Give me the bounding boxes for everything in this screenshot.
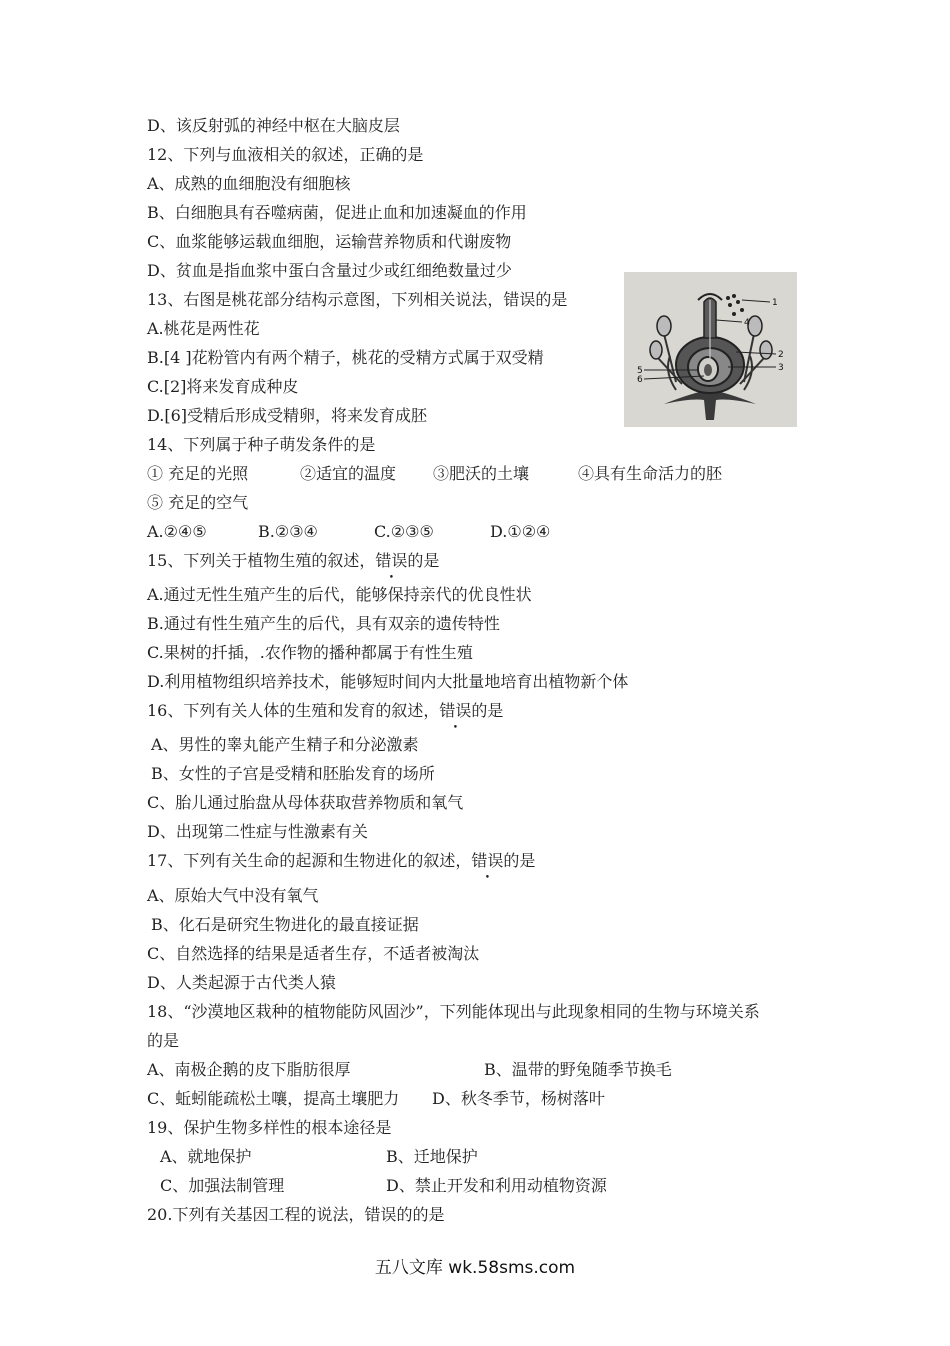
question-18-cont: 的是 — [147, 1031, 180, 1050]
footer-watermark: 五八文库 wk.58sms.com — [374, 1258, 576, 1278]
q16-option-b: B、女性的子宫是受精和胚胎发育的场所 — [151, 764, 435, 783]
figure-label-4: 4 — [744, 318, 750, 328]
q12-option-d: D、贫血是指血浆中蛋白含量过少或红细绝数量过少 — [147, 261, 512, 280]
question-16 — [147, 700, 503, 722]
q17-option-a: A、原始大气中没有氧气 — [147, 886, 319, 905]
q16-option-d: D、出现第二性症与性激素有关 — [147, 822, 368, 841]
question-17 — [147, 850, 535, 872]
question-18: 18、“沙漠地区栽种的植物能防风固沙”，下列能体现出与此现象相同的生物与环境关系 — [147, 1002, 760, 1021]
q14-option-c: C.②③⑤ — [374, 522, 434, 541]
q14-option-b: B.②③④ — [258, 522, 318, 541]
q17-option-d: D、人类起源于古代类人猿 — [147, 973, 336, 992]
question-19: 19、保护生物多样性的根本途径是 — [147, 1118, 392, 1137]
q19-option-a: A、就地保护 — [160, 1147, 252, 1166]
figure-label-6: 6 — [637, 375, 643, 385]
q14-item-1: ① 充足的光照 — [147, 464, 249, 483]
question-12: 12、下列与血液相关的叙述，正确的是 — [147, 145, 424, 164]
q18-option-b: B、温带的野兔随季节换毛 — [484, 1060, 672, 1079]
q17-emphasis: 错误 — [471, 851, 504, 870]
q14-option-a: A.②④⑤ — [147, 522, 207, 541]
q15-option-b: B.通过有性生殖产生的后代，具有双亲的遗传特性 — [147, 614, 500, 633]
q18-option-c: C、蚯蚓能疏松土嚷，提高土壤肥力 — [147, 1089, 400, 1108]
q17-text: 17、下列有关生命的起源和生物进化的叙述， — [147, 851, 472, 870]
q19-option-c: C、加强法制管理 — [160, 1176, 285, 1195]
figure-label-1: 1 — [772, 298, 778, 308]
figure-label-2: 2 — [778, 350, 784, 360]
figure-label-3: 3 — [778, 363, 784, 373]
q18-option-a: A、南极企鹅的皮下脂肪很厚 — [147, 1060, 351, 1079]
q16-option-c: C、胎儿通过胎盘从母体获取营养物质和氧气 — [147, 793, 464, 812]
q13-option-d: D.[6]受精后形成受精卵，将来发育成胚 — [147, 406, 428, 425]
q13-option-b: B.[4 ]花粉管内有两个精子，桃花的受精方式属于双受精 — [147, 348, 544, 367]
question-20: 20.下列有关基因工程的说法，错误的的是 — [147, 1205, 445, 1224]
question-15 — [147, 550, 439, 572]
q16-option-a: A、男性的睾丸能产生精子和分泌激素 — [151, 735, 419, 754]
q13-option-c: C.[2]将来发育成种皮 — [147, 377, 299, 396]
q15-emphasis: 错误 — [375, 551, 408, 570]
q12-option-b: B、白细胞具有吞噬病菌，促进止血和加速凝血的作用 — [147, 203, 527, 222]
q17-option-b: B、化石是研究生物进化的最直接证据 — [151, 915, 419, 934]
q17-text-end: 的是 — [503, 851, 536, 870]
line-q11-d: D、该反射弧的神经中枢在大脑皮层 — [147, 116, 400, 135]
q15-text: 15、下列关于植物生殖的叙述， — [147, 551, 376, 570]
q15-option-a: A.通过无性生殖产生的后代，能够保持亲代的优良性状 — [147, 585, 532, 604]
q19-option-d: D、禁止开发和利用动植物资源 — [386, 1176, 607, 1195]
question-14: 14、下列属于种子萌发条件的是 — [147, 435, 376, 454]
q14-option-d: D.①②④ — [490, 522, 551, 541]
q15-option-c: C.果树的扦插，.农作物的播种都属于有性生殖 — [147, 643, 473, 662]
q15-text-end: 的是 — [407, 551, 440, 570]
q16-emphasis: 错误 — [439, 701, 472, 720]
q18-option-d: D、秋冬季节，杨树落叶 — [432, 1089, 605, 1108]
question-13: 13、右图是桃花部分结构示意图，下列相关说法，错误的是 — [147, 290, 568, 309]
q14-item-3: ③肥沃的土壤 — [433, 464, 530, 483]
q16-text: 16、下列有关人体的生殖和发育的叙述， — [147, 701, 440, 720]
q14-item-5: ⑤ 充足的空气 — [147, 493, 249, 512]
q16-text-end: 的是 — [471, 701, 504, 720]
q12-option-c: C、血浆能够运载血细胞，运输营养物质和代谢废物 — [147, 232, 512, 251]
q13-option-a: A.桃花是两性花 — [147, 319, 260, 338]
q17-option-c: C、自然选择的结果是适者生存，不适者被淘汰 — [147, 944, 480, 963]
q19-option-b: B、迁地保护 — [386, 1147, 478, 1166]
q15-option-d: D.利用植物组织培养技术，能够短时间内大批量地培育出植物新个体 — [147, 672, 629, 691]
q14-item-4: ④具有生命活力的胚 — [578, 464, 723, 483]
q14-item-2: ②适宜的温度 — [300, 464, 397, 483]
q12-option-a: A、成熟的血细胞没有细胞核 — [147, 174, 351, 193]
peach-flower-diagram — [624, 272, 797, 427]
figure-label-5: 5 — [637, 366, 643, 376]
